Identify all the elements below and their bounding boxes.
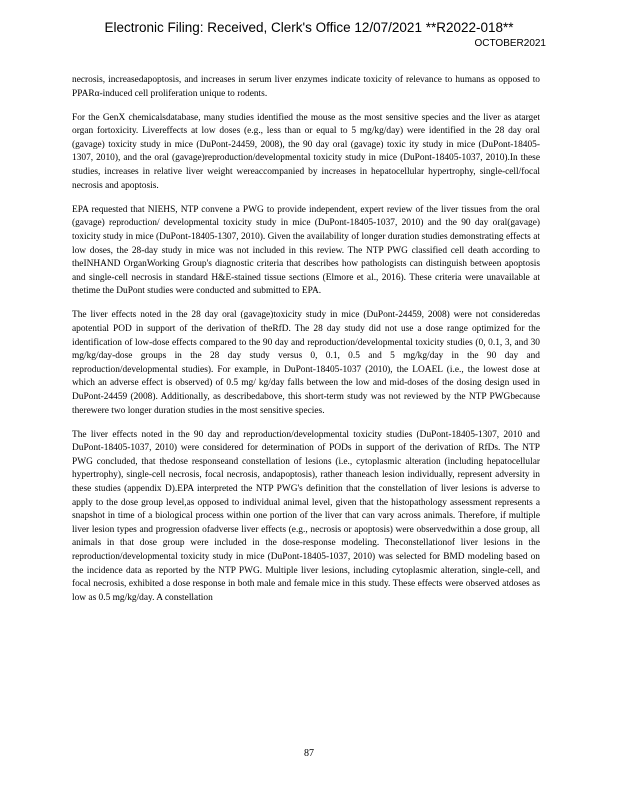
paragraph: For the GenX chemicalsdatabase, many studies identified the mouse as the most sensitive species and the liver as atarget organ fortoxicity. Livereffects at low doses (e.g., less than or equal to 5 mg/kg/day) were identified in the 28 day oral (gavage) toxicity study in mice (DuPont-24459, 2008), the 90 day oral (gavage) toxic ity study in mice (DuPont-18405-1307, 2010), and the oral (gavage)reproduction/developmental toxicity study in mice (DuPont-18405-1037, 2010).In these studies, increases in relative liver weight wereaccompanied by increases in hepatocellular hypertrophy, single-cell/focal necrosis and apoptosis. xyxy=(72,112,540,191)
filing-stamp: Electronic Filing: Received, Clerk's Office 12/07/2021 **R2022-018** xyxy=(104,20,514,35)
month-stamp: OCTOBER2021 xyxy=(474,38,546,49)
page-number: 87 xyxy=(304,748,314,759)
paragraph: The liver effects noted in the 28 day oral (gavage)toxicity study in mice (DuPont-24459, 2008) were not consideredas apotential POD in support of the derivation of theRfD. The 28 day study did not use a dose range optimized for the identification of low-dose effects compared to the 90 day and reproduction/developmental toxicity studies (0, 0.1, 3, and 30 mg/kg/day-dose groups in the 28 day study versus 0, 0.1, 0.5 and 5 mg/kg/day in the 90 day and reproduction/developmental studies). For example, in DuPont-18405-1037 (2010), the LOAEL (i.e., the lowest dose at which an adverse effect is observed) of 0.5 mg/ kg/day falls between the low and mid-doses of the dosing design used in DuPont-24459 (2008). Additionally, as describedabove, this short-term study was not reviewed by the NTP PWGbecause therewere two longer duration studies in the most sensitive species. xyxy=(72,310,540,416)
body-text xyxy=(72,74,540,616)
paragraph: The liver effects noted in the 90 day and reproduction/developmental toxicity studies (DuPont-18405-1307, 2010 and DuPont-18405-1037, 2010) were considered for determination of PODs in support of the derivation of RfDs. The NTP PWG concluded, that thedose responseand constellation of lesions (i.e., cytoplasmic alteration (including hepatocellular hypertrophy), single-cell necrosis, focal necrosis, andapoptosis), rather thaneach lesion individually, represent adversity in these studies (appendix D).EPA interpreted the NTP PWG's definition that the constellation of liver lesions is adverse to apply to the dose group level,as opposed to individual animal level, given that the histopathology assessment represents a snapshot in time of a biological process within one portion of the liver that can vary across animals. Therefore, if multiple liver lesion types and progression ofadverse liver effects (e.g., necrosis or apoptosis) were observedwithin a dose group, all animals in that dose group were included in the dose-response modeling. Theconstellationof liver lesions in the reproduction/developmental toxicity study in mice (DuPont-18405-1037, 2010) was selected for BMD modeling based on the incidence data as reported by the NTP PWG. Multiple liver lesions, including cytoplasmic alteration, single-cell, and focal necrosis, exhibited a dose response in both male and female mice in this study. These effects were observed atdoses as low as 0.5 mg/kg/day. A constellation xyxy=(72,429,540,603)
paragraph: necrosis, increasedapoptosis, and increases in serum liver enzymes indicate toxicity of relevance to humans as opposed to PPARα-induced cell proliferation unique to rodents. xyxy=(72,75,540,99)
paragraph: EPA requested that NIEHS, NTP convene a PWG to provide independent, expert review of the liver tissues from the oral (gavage) reproduction/ developmental toxicity study in mice (DuPont-18405-1037, 2010) and the 90 day oral(gavage) toxicity study in mice (DuPont-18405-1307, 2010). Given the availability of longer duration studies demonstrating effects at low doses, the 28-day study in mice was not included in this review. The NTP PWG classified cell death according to theINHAND OrganWorking Group's diagnostic criteria that describes how pathologists can distinguish between apoptosis and single-cell necrosis in standard H&E-stained tissue sections (Elmore et al., 2016). These criteria were unavailable at thetime the DuPont studies were conducted and submitted to EPA. xyxy=(72,204,540,297)
